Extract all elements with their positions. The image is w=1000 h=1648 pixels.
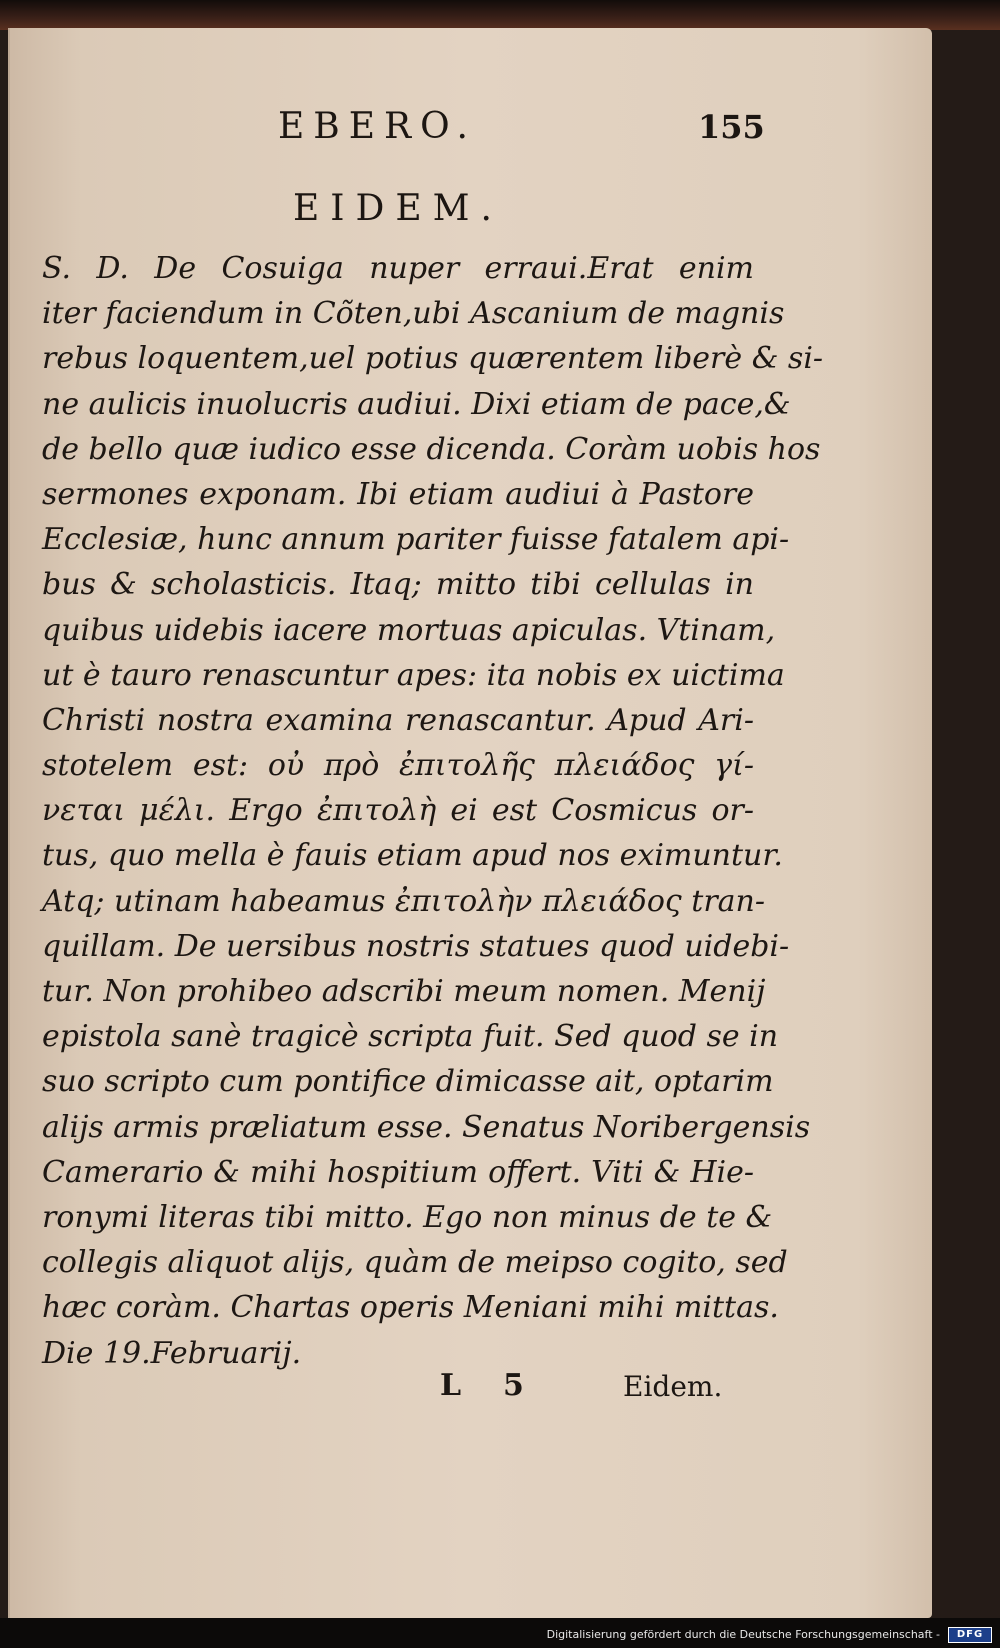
text-line: iter faciendum in Cõten,ubi Ascanium de magnis xyxy=(42,296,785,332)
text-line: Ecclesiæ, hunc annum pariter fuisse fatalem api- xyxy=(42,522,790,558)
text-line: tur. Non prohibeo adscribi meum nomen. Menij xyxy=(42,974,766,1009)
text-line: Atq; utinam habeamus ἐπιτολὴν πλειάδος tran- xyxy=(42,883,766,919)
text-line: quibus uidebis iacere mortuas apiculas. Vtinam, xyxy=(42,612,776,648)
text-line: Camerario & mihi hospitium offert. Viti & Hie- xyxy=(42,1154,754,1190)
text-line: tus, quo mella è fauis etiam apud nos eximuntur. xyxy=(42,838,783,874)
signature-mark: L xyxy=(440,1368,466,1403)
text-line: Christi nostra examina renascantur. Apud Ari- xyxy=(42,702,754,738)
text-line: ne aulicis inuolucris audiui. Dixi etiam de pace,& xyxy=(42,386,791,422)
text-line: epistola sanè tragicè scripta fuit. Sed quod se in xyxy=(42,1019,779,1055)
text-line: quillam. De uersibus nostris statues quod uidebi- xyxy=(42,928,790,964)
running-title: EBERO. xyxy=(278,106,477,147)
page-number: 155 xyxy=(698,108,765,146)
text-line: sermones exponam. Ibi etiam audiui à Pastore xyxy=(42,476,754,512)
text-line-date: Die 19.Februarij. xyxy=(42,1335,302,1371)
book-top-edge xyxy=(0,0,1000,30)
letter-heading: EIDEM. xyxy=(293,188,503,229)
letter-body xyxy=(42,246,824,1376)
text-line: de bello quæ iudico esse dicenda. Coràm uobis hos xyxy=(42,431,821,467)
signature-number: 5 xyxy=(503,1368,524,1403)
text-line: νεται μέλι. Ergo ἐπιτολὴ ei est Cosmicus or- xyxy=(42,793,754,829)
funding-credit: Digitalisierung gefördert durch die Deutsche Forschungsgemeinschaft - xyxy=(546,1628,940,1641)
text-line: ronymi literas tibi mitto. Ego non minus de te & xyxy=(42,1199,773,1235)
text-line: S. D. De Cosuiga nuper erraui.Erat enim xyxy=(42,251,754,286)
text-line: bus & scholasticis. Itaq; mitto tibi cellulas in xyxy=(42,567,754,603)
page-footer xyxy=(8,1368,932,1418)
text-line: hæc coràm. Chartas operis Meniani mihi mittas. xyxy=(42,1290,779,1326)
text-line: stotelem est: οὐ πρὸ ἐπιτολῆς πλειάδος γί- xyxy=(42,748,754,784)
text-line: ut è tauro renascuntur apes: ita nobis ex uictima xyxy=(42,657,785,693)
catchword: Eidem. xyxy=(623,1370,723,1403)
text-line: collegis aliquot alijs, quàm de meipso cogito, sed xyxy=(42,1245,788,1281)
page-header xyxy=(8,106,932,166)
text-line: suo scripto cum pontifice dimicasse ait, optarim xyxy=(42,1064,774,1100)
paper-page xyxy=(8,28,932,1618)
text-line: rebus loquentem,uel potius quærentem liberè & si- xyxy=(42,341,824,377)
dfg-logo-icon: DFG xyxy=(948,1627,992,1643)
text-line: alijs armis præliatum esse. Senatus Noribergensis xyxy=(42,1109,811,1145)
